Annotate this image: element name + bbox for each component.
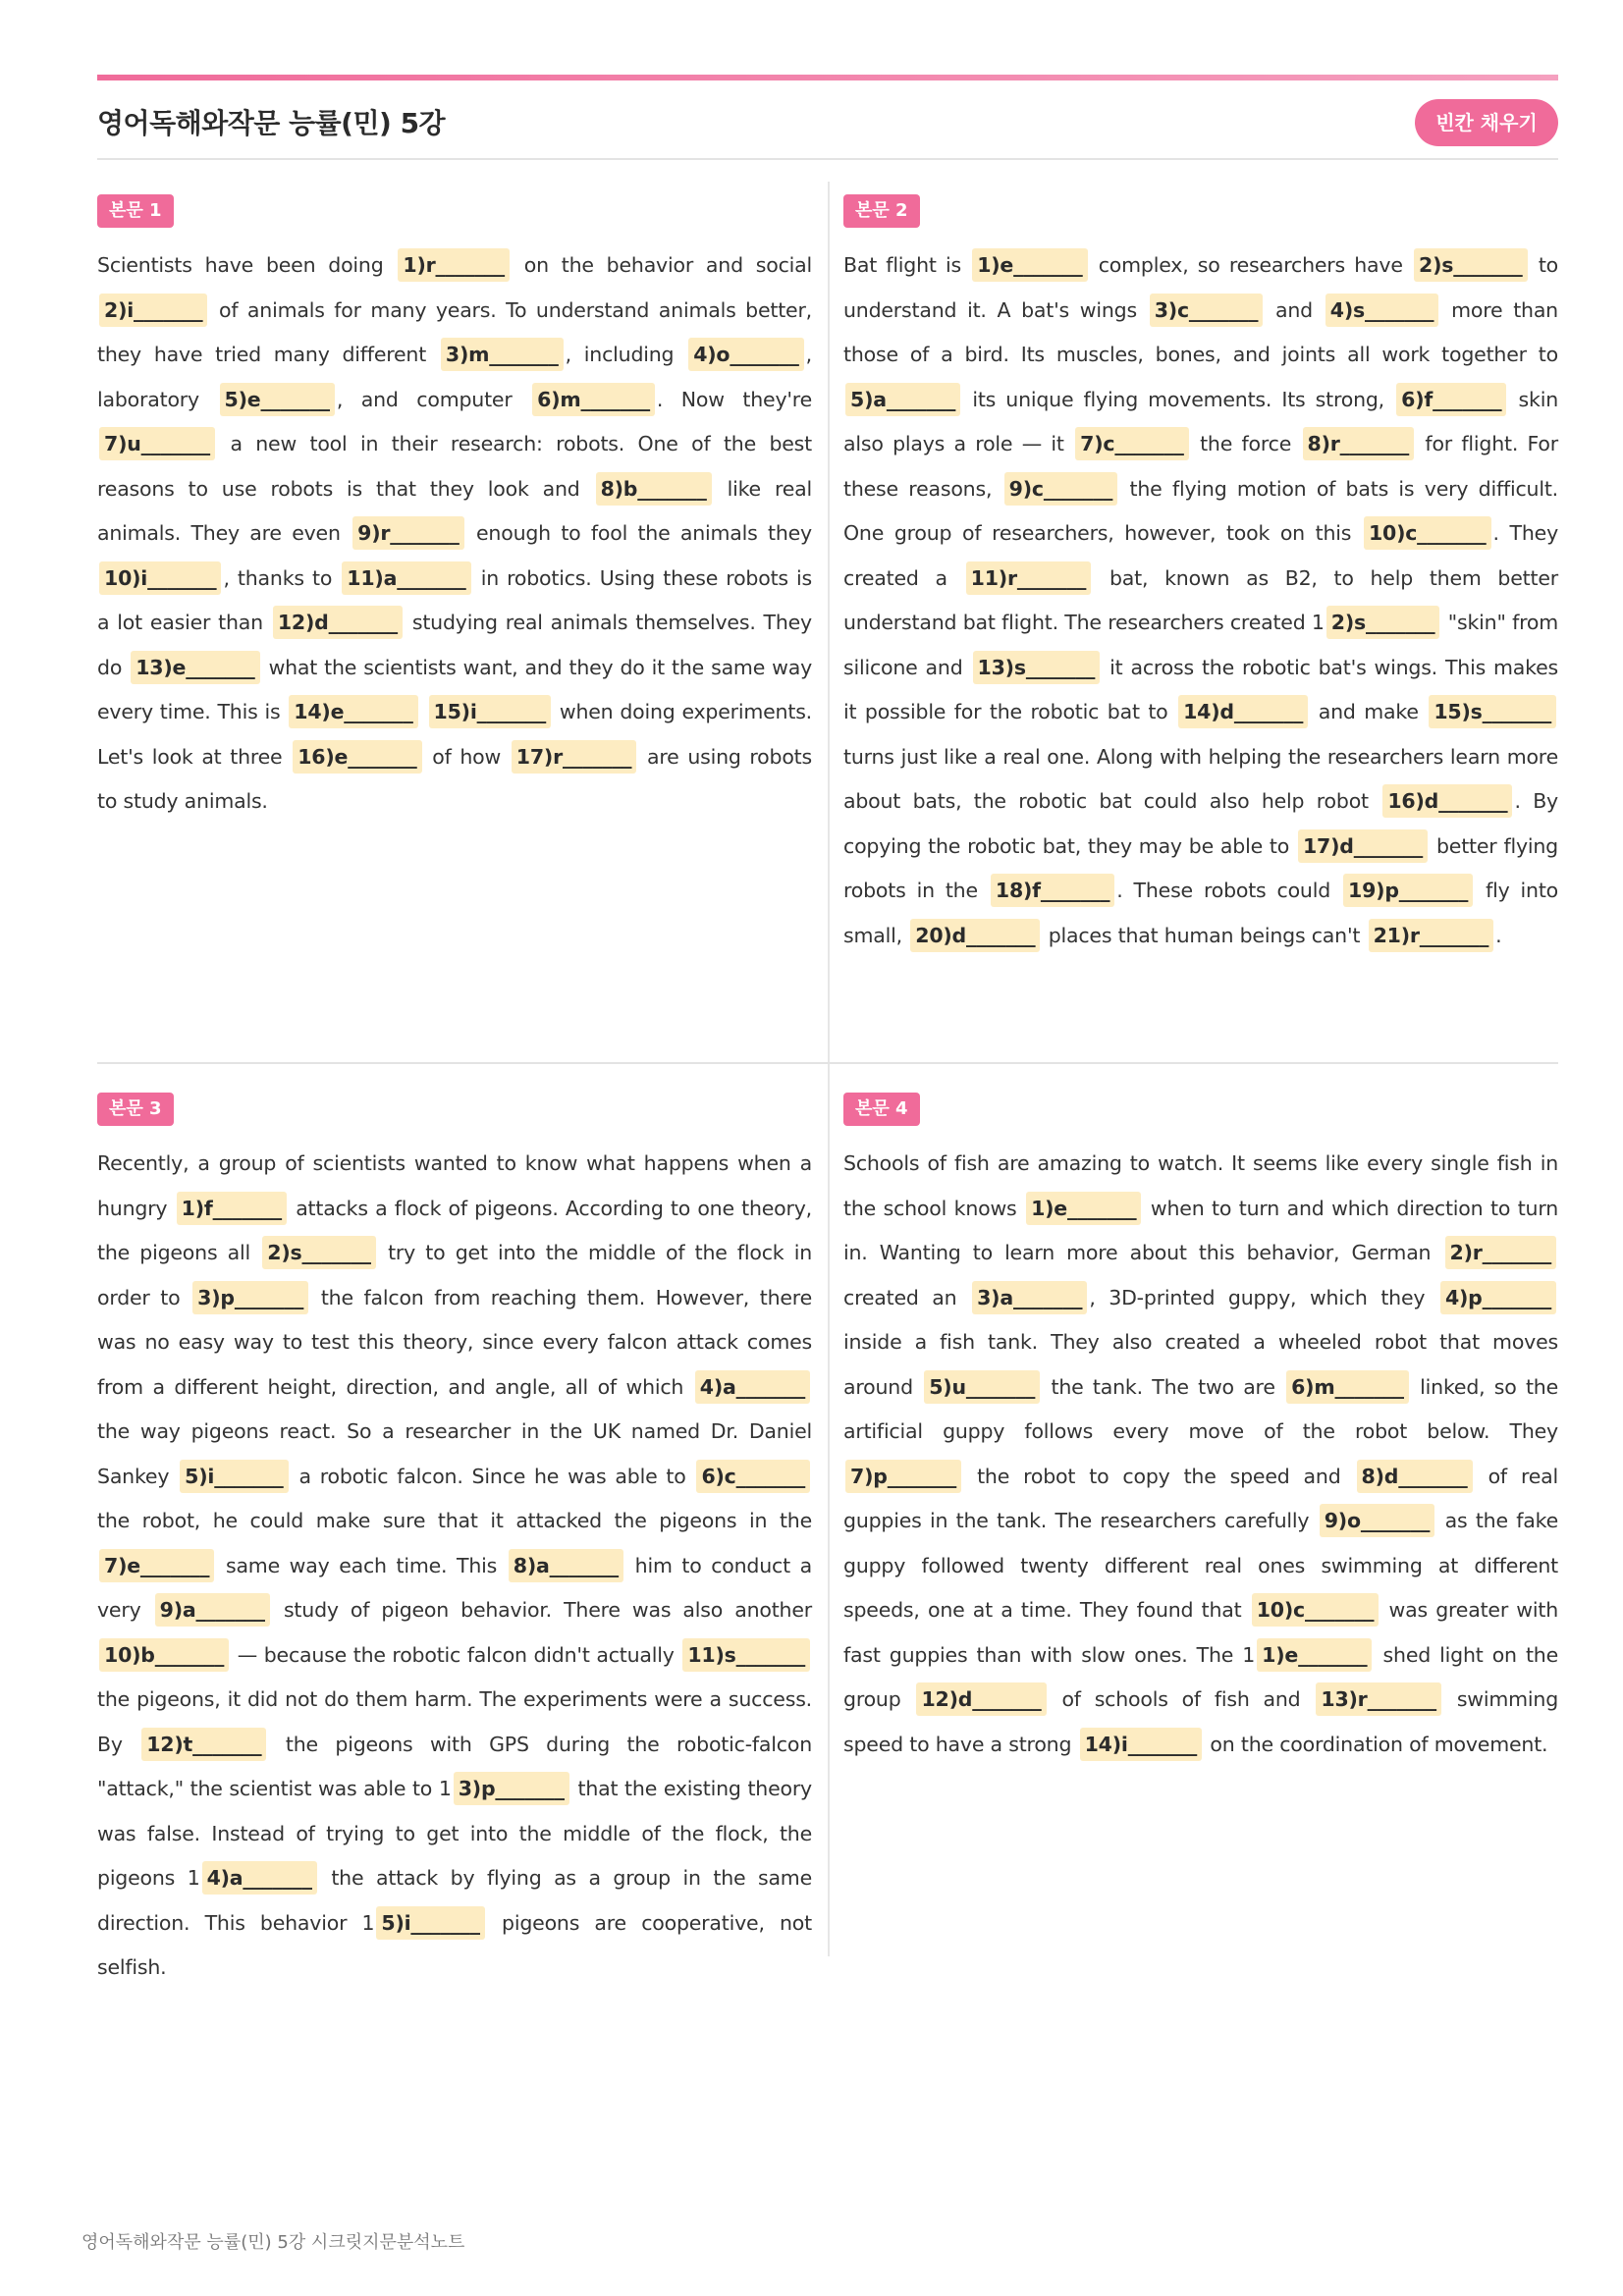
blank-field[interactable]: 7)e_______ [99,1549,214,1582]
blank-field[interactable]: 17)r_______ [512,740,637,774]
passage-run: of real guppies in the tank. The researchers carefully [843,1464,1558,1532]
passage-panel-2 [843,194,1558,958]
passage-run: , and computer [336,387,531,411]
passage-run: . By copying the robotic bat, they may be able to [843,789,1558,858]
passage-run: like real animals. They are even [97,476,813,545]
page-title: 영어독해와작문 능률(민) 5강 [97,107,446,139]
blank-field[interactable]: 4)a_______ [695,1370,810,1404]
blank-field[interactable]: 10)b_______ [99,1638,229,1672]
passage-text [97,1142,812,1991]
blank-field[interactable]: 3)m_______ [441,338,564,371]
passage-label: 본문 1 [97,194,174,228]
passage-run: the tank. The two are [1042,1374,1285,1399]
blank-field[interactable]: 12)t_______ [141,1728,266,1761]
passage-run: Schools of fish are amazing to watch. It seems like every single fish in the school knows [843,1151,1558,1220]
passage-run: was greater with fast guppies than with slow ones. The 1 [843,1598,1558,1667]
blank-field[interactable]: 11)r_______ [966,561,1092,595]
passage-run: shed light on the group [843,1642,1558,1711]
blank-field[interactable]: 1)f_______ [177,1192,287,1225]
passage-text [843,243,1558,958]
passage-run: Recently, a group of scientists wanted to know what happens when a hungry [97,1151,812,1220]
passage-run: the way pigeons react. So a researcher in the UK named Dr. Daniel Sankey [97,1419,812,1488]
blank-field[interactable]: 2)s_______ [1326,606,1440,639]
passage-run: it across the robotic bat's wings. This makes it possible for the robotic bat to [843,655,1558,723]
passage-run: complex, so researchers have [1089,253,1412,277]
blank-field[interactable]: 5)u_______ [924,1370,1040,1404]
passage-run: , laboratory [97,343,812,411]
passage-label: 본문 2 [843,194,920,228]
blank-field[interactable]: 3)a_______ [972,1281,1087,1314]
passage-label: 본문 3 [97,1093,174,1126]
blank-field[interactable]: 16)d_______ [1382,784,1512,818]
passage-run: created an [843,1285,971,1309]
blank-field[interactable]: 15)i_______ [429,695,551,728]
passage-run: of how [423,744,510,769]
passage-run: enough to fool the animals they [465,521,812,545]
blank-field[interactable]: 5)a_______ [845,383,960,416]
row-divider [97,1062,1558,1064]
passage-run: and [1265,297,1324,322]
passage-run: as the fake guppy followed twenty different real ones swimming at different speeds, one at a time. They found that [843,1509,1558,1622]
passage-run: to understand it. A bat's wings [843,253,1559,322]
blank-field[interactable]: 7)p_______ [845,1460,961,1493]
blank-field[interactable]: 9)o_______ [1320,1504,1434,1537]
blank-field[interactable]: 3)p_______ [192,1281,308,1314]
blank-field[interactable]: 14)e_______ [289,695,417,728]
blank-field[interactable]: 20)d_______ [910,919,1040,952]
passage-run: try to get into the middle of the flock in order to [97,1241,812,1309]
blank-field[interactable]: 1)e_______ [1257,1638,1372,1672]
blank-field[interactable]: 12)d_______ [916,1682,1046,1716]
header-accent-bar [97,75,1558,80]
header-divider [97,158,1558,160]
blank-field[interactable]: 10)c_______ [1364,516,1491,550]
blank-field[interactable]: 2)i_______ [99,294,207,327]
passage-run: . They created a [843,521,1559,590]
passage-run: pigeons are cooperative, not selfish. [97,1910,812,1979]
passage-run: of animals for many years. To understand animals better, they have tried many different [97,297,812,366]
passage-run: , 3D-printed guppy, which they [1089,1285,1438,1309]
blank-field[interactable]: 13)r_______ [1316,1682,1441,1716]
blank-field[interactable]: 7)u_______ [99,427,215,460]
passage-run: its unique flying movements. Its strong, [962,387,1395,411]
blank-field[interactable]: 10)i_______ [99,561,221,595]
blank-field[interactable]: 7)c_______ [1075,427,1189,460]
passage-run: study of pigeon behavior. There was also another [271,1598,812,1622]
passage-run: inside a fish tank. They also created a wheeled robot that moves around [843,1330,1558,1399]
blank-field[interactable]: 19)p_______ [1343,874,1473,907]
blank-field[interactable]: 5)i_______ [376,1906,484,1940]
blank-field[interactable]: 12)d_______ [273,606,403,639]
blank-field[interactable]: 11)s_______ [682,1638,810,1672]
blank-field[interactable]: 11)a_______ [342,561,470,595]
blank-field[interactable]: 18)f_______ [991,874,1114,907]
passage-run: linked, so the artificial guppy follows every move of the robot below. They [843,1374,1558,1443]
mode-badge: 빈칸 채우기 [1415,99,1558,146]
blank-field[interactable]: 15)s_______ [1429,695,1556,728]
passage-panel-4 [843,1093,1558,1767]
passage-label: 본문 4 [843,1093,920,1126]
blank-field[interactable]: 5)i_______ [180,1460,288,1493]
passage-run: in robotics. Using these robots is a lot easier than [97,565,812,634]
blank-field[interactable]: 14)i_______ [1080,1728,1202,1761]
passage-run: are using robots to study animals. [97,744,813,813]
passage-panel-1 [97,194,812,825]
passage-run: him to conduct a very [97,1553,812,1622]
passage-run: a new tool in their research: robots. One of the best reasons to use robots is that they look and [97,432,812,501]
passage-run: . Now they're [656,387,812,411]
passage-run: the flying motion of bats is very difficult. One group of researchers, however, took on this [843,476,1558,545]
passage-run: , including [565,343,687,366]
passage-run: Scientists have been doing [97,253,397,277]
blank-field[interactable]: 4)s_______ [1325,294,1439,327]
passage-run: more than those of a bird. Its muscles, bones, and joints all work together to [843,297,1558,366]
passage-run: studying real animals themselves. They do [97,611,812,679]
blank-field[interactable]: 13)e_______ [131,651,259,684]
blank-field[interactable]: 4)p_______ [1440,1281,1556,1314]
passage-run: the pigeons, it did not do them harm. The experiments were a success. By [97,1687,812,1756]
passage-run: and make [1310,700,1428,723]
passage-run: bat, known as B2, to help them better understand bat flight. The researchers created 1 [843,565,1558,634]
passage-run: for flight. For these reasons, [843,432,1558,501]
blank-field[interactable]: 10)c_______ [1252,1593,1380,1627]
passage-run: when doing experiments. Let's look at three [97,700,812,769]
blank-field[interactable]: 16)e_______ [293,740,421,774]
blank-field[interactable]: 13)s_______ [973,651,1101,684]
passage-run: the attack by flying as a group in the same direction. This behavior 1 [97,1866,812,1935]
passage-run: when to turn and which direction to turn in. Wanting to learn more about this behavior, German [843,1196,1558,1264]
passage-run: skin also plays a role — it [843,387,1558,455]
blank-field[interactable]: 1)e_______ [1026,1192,1141,1225]
passage-run: the force [1190,432,1301,455]
blank-field[interactable]: 9)c_______ [1004,472,1118,506]
passage-run: what the scientists want, and they do it the same way every time. This is [97,655,812,723]
blank-field[interactable]: 14)d_______ [1178,695,1308,728]
passage-run: swimming speed to have a strong [843,1687,1559,1756]
blank-field[interactable]: 8)r_______ [1303,427,1415,460]
blank-field[interactable]: 1)e_______ [972,248,1087,282]
passage-run: the falcon from reaching them. However, there was no easy way to test this theory, since every falcon attack comes from a different height, direction, and angle, all of which [97,1285,812,1399]
passage-run [420,700,427,723]
blank-field[interactable]: 2)s_______ [1414,248,1528,282]
passage-run: turns just like a real one. Along with helping the researchers learn more about bats, the robotic bat could also help robot [843,744,1558,813]
blank-field[interactable]: 8)d_______ [1357,1460,1473,1493]
passage-run: "skin" from silicone and [843,611,1558,679]
blank-field[interactable]: 9)a_______ [155,1593,270,1627]
blank-field[interactable]: 3)c_______ [1150,294,1264,327]
column-divider [828,182,830,1956]
blank-field[interactable]: 21)r_______ [1369,919,1494,952]
passage-run: , thanks to [223,565,341,590]
blank-field[interactable]: 8)a_______ [509,1549,623,1582]
blank-field[interactable]: 1)r_______ [398,248,510,282]
blank-field[interactable]: 4)a_______ [202,1861,317,1895]
passage-run: . [1495,923,1502,947]
passage-run: on the coordination of movement. [1204,1732,1548,1756]
passage-run: fly into small, [843,879,1559,947]
blank-field[interactable]: 6)c_______ [696,1460,810,1493]
passage-run: the robot, he could make sure that it attacked the pigeons in the [97,1509,812,1532]
passage-run: the pigeons with GPS during the robotic-falcon "attack," the scientist was able to 1 [97,1732,812,1800]
passage-run: a robotic falcon. Since he was able to [290,1464,695,1488]
page-footer: 영어독해와작문 능률(민) 5강 시크릿지문분석노트 [81,2232,465,2253]
blank-field[interactable]: 8)b_______ [596,472,712,506]
passage-panel-3 [97,1093,812,1991]
passage-text [97,243,812,825]
blank-field[interactable]: 3)p_______ [454,1772,569,1805]
passage-run: attacks a flock of pigeons. According to one theory, the pigeons all [97,1196,813,1264]
blank-field[interactable]: 6)m_______ [532,383,655,416]
passage-run: better flying robots in the [843,833,1558,902]
blank-field[interactable]: 6)m_______ [1286,1370,1409,1404]
blank-field[interactable]: 17)d_______ [1298,829,1428,863]
blank-field[interactable]: 2)s_______ [262,1236,376,1269]
passage-run: on the behavior and social [511,253,813,277]
passage-run: same way each time. This [216,1553,507,1577]
blank-field[interactable]: 2)r_______ [1445,1236,1557,1269]
passage-run: that the existing theory was false. Instead of trying to get into the middle of the flock, the pigeons 1 [97,1777,812,1890]
passage-run: the robot to copy the speed and [963,1464,1355,1488]
passage-text [843,1142,1558,1767]
passage-run: — because the robotic falcon didn't actually [231,1642,681,1667]
blank-field[interactable]: 9)r_______ [352,516,464,550]
passage-run: of schools of fish and [1048,1687,1315,1711]
passage-run: Bat flight is [843,253,971,277]
blank-field[interactable]: 5)e_______ [220,383,335,416]
blank-field[interactable]: 4)o_______ [688,338,803,371]
blank-field[interactable]: 6)f_______ [1396,383,1506,416]
passage-run: places that human beings can't [1042,923,1367,947]
passage-run: . These robots could [1116,879,1342,902]
